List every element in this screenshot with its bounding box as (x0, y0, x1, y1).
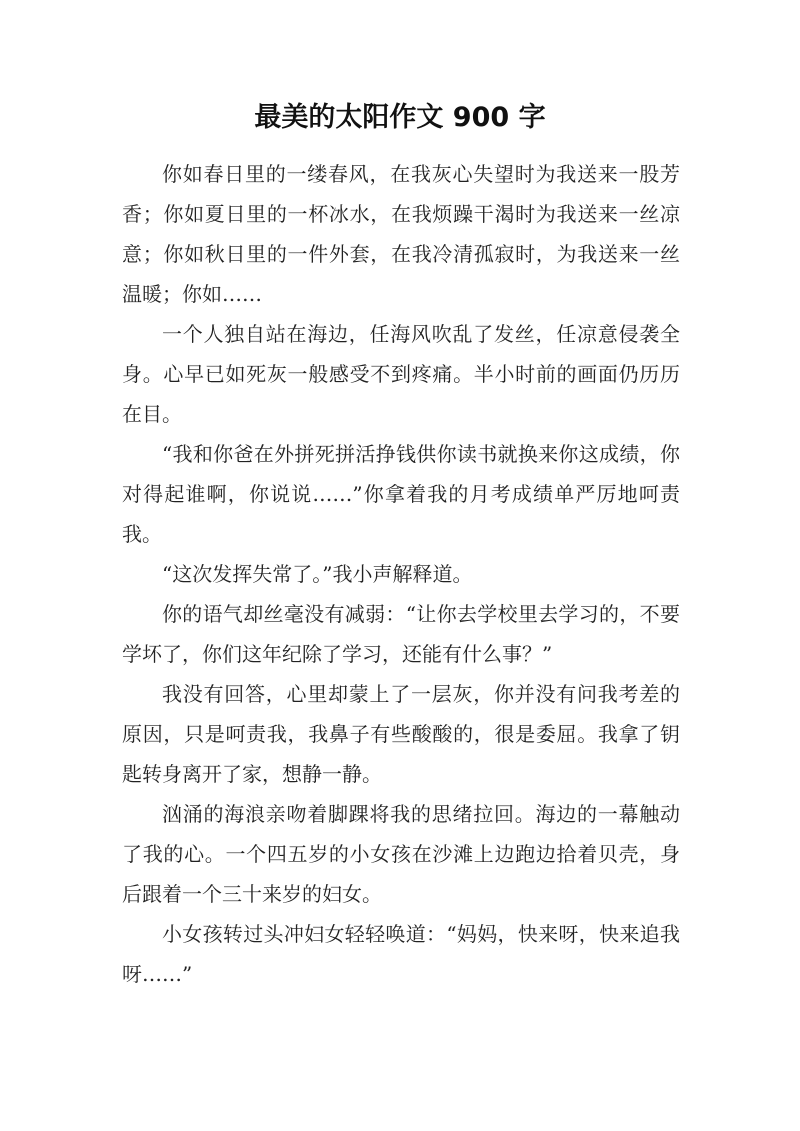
paragraph-2: 一个人独自站在海边，任海风吹乱了发丝，任凉意侵袭全身。心早已如死灰一般感受不到疼痛。半小时前的画面仍历历在目。 (122, 322, 680, 426)
paragraph-1: 你如春日里的一缕春风，在我灰心失望时为我送来一股芳香；你如夏日里的一杯冰水，在我烦躁干渴时为我送来一丝凉意；你如秋日里的一件外套，在我冷清孤寂时，为我送来一丝温暖；你如…… (122, 162, 680, 306)
paragraph-6: 我没有回答，心里却蒙上了一层灰，你并没有问我考差的原因，只是呵责我，我鼻子有些酸酸的，很是委屈。我拿了钥匙转身离开了家，想静一静。 (122, 682, 680, 786)
paragraph-5: 你的语气却丝毫没有减弱：“让你去学校里去学习的，不要学坏了，你们这年纪除了学习，还能有什么事？” (122, 602, 680, 666)
document-body (122, 154, 680, 994)
paragraph-8: 小女孩转过头冲妇女轻轻唤道：“妈妈，快来呀，快来追我呀……” (122, 922, 680, 986)
paragraph-4: “这次发挥失常了。”我小声解释道。 (162, 562, 473, 586)
document-title: 最美的太阳作文 900 字 (254, 102, 546, 133)
paragraph-3: “我和你爸在外拼死拼活挣钱供你读书就换来你这成绩，你对得起谁啊，你说说……”你拿着我的月考成绩单严厉地呵责我。 (122, 442, 680, 546)
paragraph-7: 汹涌的海浪亲吻着脚踝将我的思绪拉回。海边的一幕触动了我的心。一个四五岁的小女孩在沙滩上边跑边拾着贝壳，身后跟着一个三十来岁的妇女。 (122, 802, 680, 906)
